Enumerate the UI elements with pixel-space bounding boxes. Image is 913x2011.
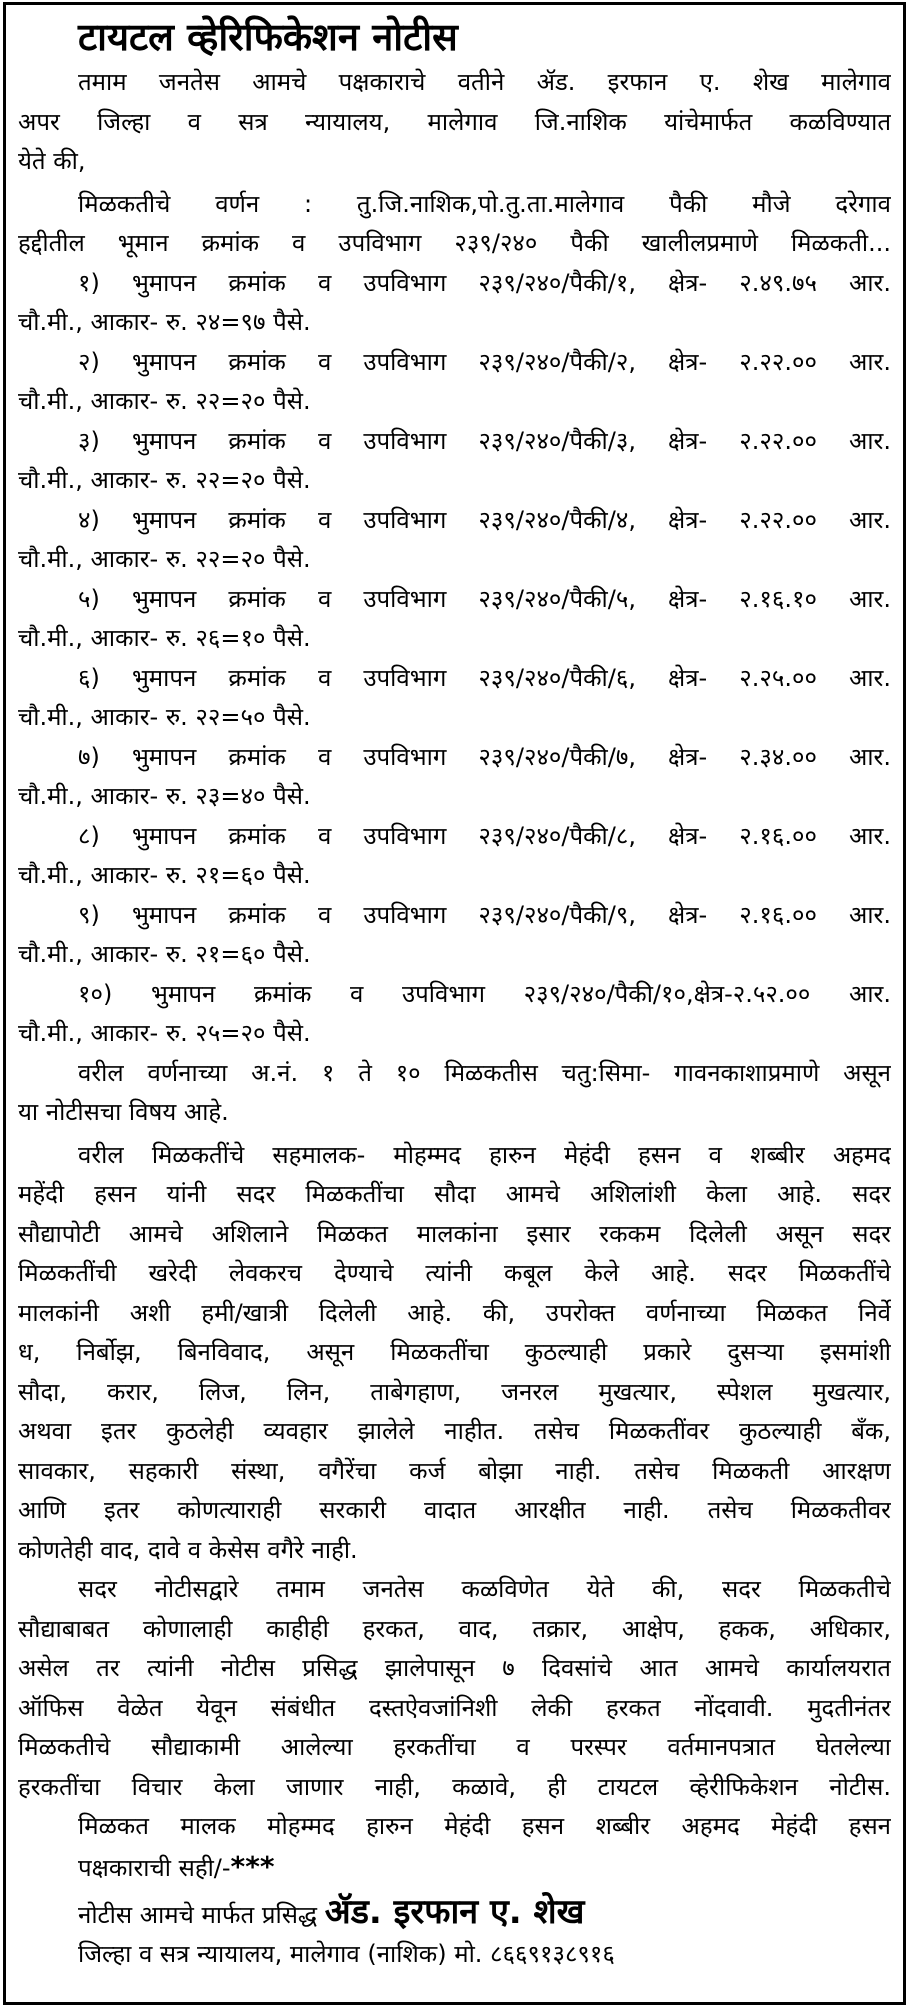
property-item: [18, 659, 891, 738]
paragraph-line: कोणतेही वाद, दावे व केसेस वगैरे नाही.: [18, 1535, 358, 1564]
property-line: चौ.मी., आकार- रु. २२=२० पैसे.: [18, 387, 311, 415]
property-item: [18, 580, 891, 659]
property-item: [18, 501, 891, 580]
paragraph-line: सौदा, करार, लिज, लिन, ताबेगहाण, जनरल मुखत्यार, स्पेशल मुखत्यार,: [18, 1377, 891, 1406]
owners-line: मिळकत मालक मोहम्मद हारुन मेहंदी हसन शब्बीर अहमद मेहंदी हसन: [78, 1812, 891, 1840]
signature-stars: ***: [230, 1849, 275, 1883]
description-line: हद्दीतील भूमान क्रमांक व उपविभाग २३९/२४० पैकी खालीलप्रमाणे मिळकती...: [18, 229, 891, 257]
property-item: [18, 817, 891, 896]
property-line: १०) भुमापन क्रमांक व उपविभाग २३९/२४०/पैकी/१०,क्षेत्र-२.५२.०० आर.: [78, 979, 891, 1008]
paragraph-line: आणि इतर कोणत्याराही सरकारी वादात आरक्षीत नाही. तसेच मिळकतीवर: [18, 1496, 891, 1524]
description-line: मिळकतीचे वर्णन : तु.जि.नाशिक,पो.तु.ता.मालेगाव पैकी मौजे दरेगाव: [78, 189, 891, 218]
publisher-line: [18, 1889, 891, 1935]
property-line: चौ.मी., आकार- रु. २४=९७ पैसे.: [18, 308, 311, 336]
property-item: [18, 343, 891, 422]
property-line: ७) भुमापन क्रमांक व उपविभाग २३९/२४०/पैकी/७, क्षेत्र- २.३४.०० आर.: [78, 742, 891, 771]
property-line: ३) भुमापन क्रमांक व उपविभाग २३९/२४०/पैकी/३, क्षेत्र- २.२२.०० आर.: [78, 426, 891, 455]
property-line: चौ.मी., आकार- रु. २२=५० पैसे.: [18, 703, 311, 731]
property-line: चौ.मी., आकार- रु. २२=२० पैसे.: [18, 545, 311, 573]
client-signature-label: पक्षकाराची सही/-: [78, 1853, 231, 1882]
advocate-signature-block: [18, 1889, 891, 1975]
property-item: [18, 896, 891, 975]
property-line: ९) भुमापन क्रमांक व उपविभाग २३९/२४०/पैकी/९, क्षेत्र- २.१६.०० आर.: [78, 900, 891, 929]
paragraph-line: असेल तर त्यांनी नोटीस प्रसिद्ध झालेपासून ७ दिवसांचे आत आमचे कार्यालयरात: [18, 1654, 891, 1682]
intro-line: अपर जिल्हा व सत्र न्यायालय, मालेगाव जि.नाशिक यांचेमार्फत कळविण्यात: [18, 107, 891, 136]
court-contact-line: जिल्हा व सत्र न्यायालय, मालेगाव (नाशिक) मो. ८६६९१३८९१६: [78, 1940, 615, 1968]
property-line: ५) भुमापन क्रमांक व उपविभाग २३९/२४०/पैकी/५, क्षेत्र- २.१६.१० आर.: [78, 584, 891, 613]
boundary-line: या नोटीसचा विषय आहे.: [18, 1098, 229, 1126]
client-signature-line: [18, 1847, 891, 1887]
paragraph-line: मिळकतीचे सौद्याकामी आलेल्या हरकतींचा व परस्पर वर्तमानपत्रात घेतलेल्या: [18, 1733, 891, 1761]
property-item: [18, 975, 891, 1054]
property-line: चौ.मी., आकार- रु. २१=६० पैसे.: [18, 861, 311, 889]
property-item: [18, 422, 891, 501]
intro-line: तमाम जनतेस आमचे पक्षकाराचे वतीने ॲड. इरफान ए. शेख मालेगाव: [78, 68, 891, 96]
intro-line: येते की,: [18, 147, 86, 175]
publisher-prefix: नोटीस आमचे मार्फत प्रसिद्ध: [78, 1901, 318, 1929]
property-line: चौ.मी., आकार- रु. २२=२० पैसे.: [18, 466, 311, 494]
paragraph-line: सौद्याबाबत कोणालाही काहीही हरकत, वाद, तक्रार, आक्षेप, हकक, अधिकार,: [18, 1614, 891, 1643]
property-line: २) भुमापन क्रमांक व उपविभाग २३९/२४०/पैकी/२, क्षेत्र- २.२२.०० आर.: [78, 347, 891, 376]
property-list: [18, 264, 891, 1054]
property-line: चौ.मी., आकार- रु. २६=१० पैसे.: [18, 624, 311, 652]
property-line: ६) भुमापन क्रमांक व उपविभाग २३९/२४०/पैकी/६, क्षेत्र- २.२५.०० आर.: [78, 663, 891, 692]
intro-paragraph: [18, 63, 891, 182]
owners-agreement-paragraph: [18, 1136, 891, 1571]
paragraph-line: ऑफिस वेळेत येवून संबंधीत दस्तऐवजांनिशी लेकी हरकत नोंदवावी. मुदतीनंतर: [18, 1693, 891, 1722]
paragraph-line: मिळकतींची खरेदी लेवकरच देण्याचे त्यांनी कबूल केले आहे. सदर मिळकतींचे: [18, 1259, 891, 1287]
paragraph-line: महेंदी हसन यांनी सदर मिळकतींचा सौदा आमचे अशिलांशी केला आहे. सदर: [18, 1180, 891, 1208]
property-line: ४) भुमापन क्रमांक व उपविभाग २३९/२४०/पैकी/४, क्षेत्र- २.२२.०० आर.: [78, 505, 891, 534]
notice-title: टायटल व्हेरिफिकेशन नोटीस: [78, 15, 458, 59]
property-line: चौ.मी., आकार- रु. २१=६० पैसे.: [18, 940, 311, 968]
paragraph-line: ध, निर्बोझ, बिनविवाद, असून मिळकतींचा कुठल्याही प्रकारे दुसऱ्या इसमांशी: [18, 1338, 891, 1366]
property-item: [18, 738, 891, 817]
paragraph-line: सावकार, सहकारी संस्था, वगैरेंचा कर्ज बोझा नाही. तसेच मिळकती आरक्षण: [18, 1456, 891, 1485]
paragraph-line: अथवा इतर कुठलेही व्यवहार झालेले नाहीत. तसेच मिळकतींवर कुठल्याही बँक,: [18, 1417, 891, 1445]
property-line: १) भुमापन क्रमांक व उपविभाग २३९/२४०/पैकी/१, क्षेत्र- २.४९.७५ आर.: [78, 268, 891, 297]
property-description: [18, 185, 891, 264]
owners-block: [18, 1807, 891, 1886]
boundary-line: वरील वर्णनाच्या अ.नं. १ ते १० मिळकतीस चतु:सिमा- गावनकाशाप्रमाणे असून: [78, 1058, 891, 1087]
property-item: [18, 264, 891, 343]
paragraph-line: मालकांनी अशी हमी/खात्री दिलेली आहे. की, उपरोक्त वर्णनाच्या मिळकत निर्वे: [18, 1298, 891, 1327]
notice-box: [3, 2, 906, 2005]
property-line: चौ.मी., आकार- रु. २५=२० पैसे.: [18, 1019, 311, 1047]
paragraph-line: सौद्यापोटी आमचे अशिलाने मिळकत मालकांना इसार रककम दिलेली असून सदर: [18, 1219, 891, 1248]
property-line: ८) भुमापन क्रमांक व उपविभाग २३९/२४०/पैकी/८, क्षेत्र- २.१६.०० आर.: [78, 821, 891, 850]
paragraph-line: सदर नोटीसद्वारे तमाम जनतेस कळविणेत येते की, सदर मिळकतीचे: [78, 1575, 891, 1603]
objection-paragraph: [18, 1570, 891, 1807]
paragraph-line: हरकतींचा विचार केला जाणार नाही, कळावे, ही टायटल व्हेरीफिकेशन नोटीस.: [18, 1772, 891, 1801]
advocate-name: ॲड. इरफान ए. शेख: [324, 1892, 585, 1932]
paragraph-line: वरील मिळकतींचे सहमालक- मोहम्मद हारुन मेहंदी हसन व शब्बीर अहमद: [78, 1140, 891, 1169]
property-line: चौ.मी., आकार- रु. २३=४० पैसे.: [18, 782, 311, 810]
boundary-paragraph: [18, 1054, 891, 1133]
